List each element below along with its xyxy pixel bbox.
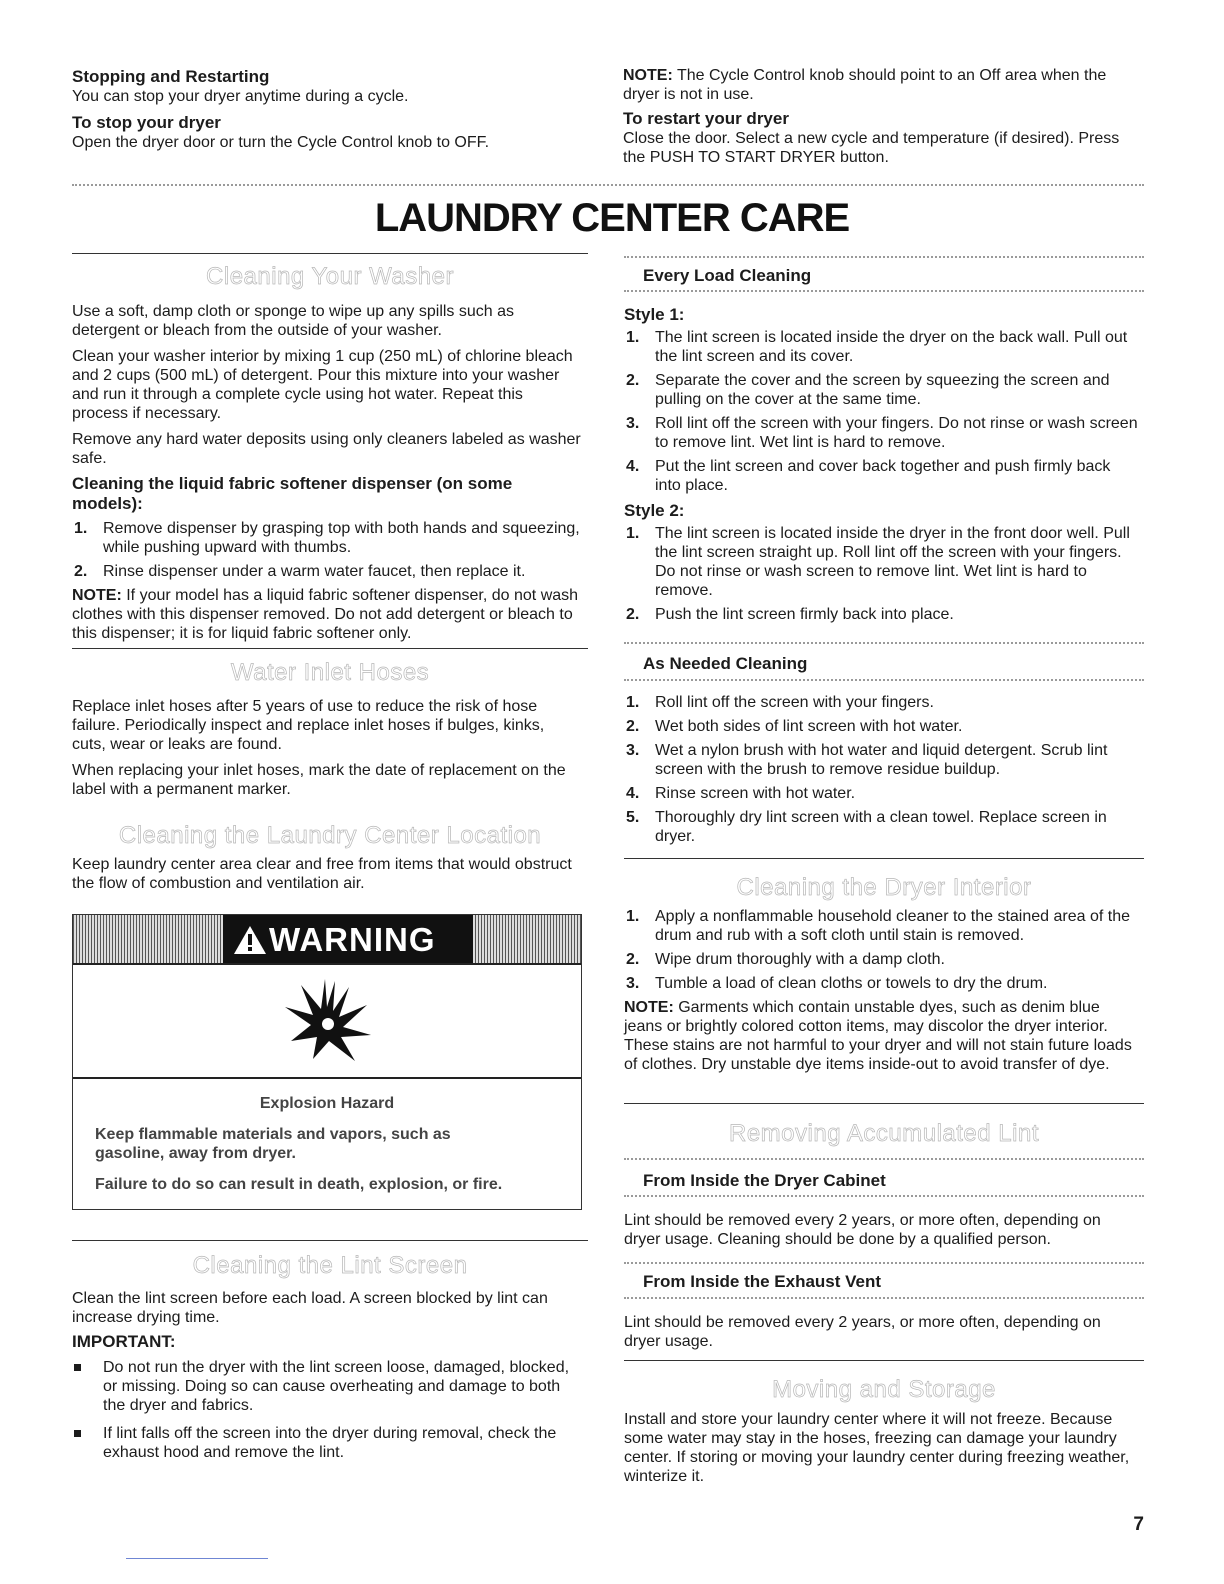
washer-heading: Cleaning Your Washer: [206, 263, 454, 290]
washer-p3: Remove any hard water deposits using only cleaners labeled as washer safe.: [72, 431, 581, 467]
lint-screen-p1: Clean the lint screen before each load. A screen blocked by lint can increase drying time.: [72, 1290, 548, 1326]
softener-note: NOTE: If your model has a liquid fabric softener dispenser, do not wash clothes with this dispenser removed. Do not add detergent or bleach to this dispenser; it is for liquid fabric softener only.: [72, 587, 579, 642]
list-item: 2. Separate the cover and the screen by squeezing the screen and pulling on the cover at the same time.: [626, 372, 1110, 408]
page-title: LAUNDRY CENTER CARE: [374, 196, 850, 240]
as-needed-steps: [624, 693, 1140, 846]
warning-line-2: Failure to do so can result in death, explosion, or fire.: [95, 1176, 503, 1193]
divider: [624, 1360, 1144, 1361]
vent-text: Lint should be removed every 2 years, or more often, depending on dryer usage.: [624, 1314, 1101, 1350]
as-needed-section: [624, 693, 1140, 851]
stop-heading: To stop your dryer: [72, 113, 221, 132]
list-item: If lint falls off the screen into the dryer during removal, check the exhaust hood and remove the lint.: [72, 1424, 584, 1462]
divider: [624, 290, 1144, 292]
list-item: 3. Roll lint off the screen with your fingers. Do not rinse or wash screen to remove lint. Wet lint is hard to remove.: [626, 415, 1138, 451]
important-label: IMPORTANT:: [72, 1332, 176, 1351]
divider: [624, 256, 1144, 258]
softener-steps: [72, 519, 582, 581]
explosion-icon: [283, 977, 373, 1063]
dryer-interior-heading: Cleaning the Dryer Interior: [736, 874, 1032, 901]
warning-label-bg: [223, 915, 473, 963]
footer-rule: [126, 1558, 268, 1559]
list-item: 1. Remove dispenser by grasping top with both hands and squeezing, while pushing upward with thumbs.: [74, 520, 580, 556]
dryer-interior-section: [624, 907, 1140, 1074]
hoses-p1: Replace inlet hoses after 5 years of use to reduce the risk of hose failure. Periodically inspect and replace inlet hoses if bulges, kinks, cuts, wear or leaks are found.: [72, 698, 545, 753]
warning-banner: [73, 915, 581, 965]
washer-section: [72, 302, 582, 643]
warning-line-1: Keep flammable materials and vapors, such as gasoline, away from dryer.: [95, 1126, 451, 1162]
page-number: 7: [1133, 1514, 1144, 1535]
lint-screen-heading: Cleaning the Lint Screen: [192, 1252, 468, 1279]
vent-heading: From Inside the Exhaust Vent: [643, 1272, 882, 1291]
dryer-interior-note: NOTE: Garments which contain unstable dyes, such as denim blue jeans or brightly colored cotton items, may discolor the dryer interior. These stains are not harmful to your dryer and will not stain future loads of clothes. Dry unstable dye items inside-out to avoid transfer of dye.: [624, 999, 1132, 1073]
washer-p2: Clean your washer interior by mixing 1 cup (250 mL) of chlorine bleach and 2 cups (500 mL) of detergent. Pour this mixture into your washer and run it through a complete cycle using hot water. Repeat this process if necessary.: [72, 348, 573, 422]
list-item: Do not run the dryer with the lint screen loose, damaged, blocked, or missing. Doing so can cause overheating and damage to both the dryer and fabrics.: [72, 1358, 584, 1415]
list-item: 2. Rinse dispenser under a warm water faucet, then replace it.: [74, 563, 526, 580]
stopping-text: You can stop your dryer anytime during a cycle.: [72, 88, 409, 105]
divider: [72, 648, 588, 649]
moving-text: Install and store your laundry center where it will not freeze. Because some water may stay in the hoses, freezing can damage your laundry center. If storing or moving your laundry center during freezing weather, winterize it.: [624, 1411, 1130, 1485]
stop-text: Open the dryer door or turn the Cycle Control knob to OFF.: [72, 134, 490, 151]
stopping-heading: Stopping and Restarting: [72, 67, 270, 86]
list-item: 1. The lint screen is located inside the dryer in the front door well. Pull the lint screen straight up. Roll lint off the screen with your fingers. Do not rinse or wash screen to remove lint. Wet lint is hard to remove.: [626, 525, 1130, 599]
divider: [72, 1240, 588, 1241]
restart-section: [623, 66, 1143, 167]
style2-label: Style 2:: [624, 501, 685, 520]
stopping-section: [72, 66, 572, 152]
top-divider: [72, 184, 1144, 186]
warning-divider: [73, 1077, 581, 1079]
list-item: 3. Tumble a load of clean cloths or towels to dry the drum.: [626, 975, 1048, 992]
cabinet-heading: From Inside the Dryer Cabinet: [643, 1171, 886, 1190]
warning-box: [72, 914, 582, 1210]
every-load-heading: Every Load Cleaning: [643, 266, 812, 285]
alert-triangle-icon: [233, 925, 267, 955]
divider: [72, 253, 588, 254]
hoses-section: [72, 697, 582, 799]
divider: [624, 642, 1144, 644]
restart-text: Close the door. Select a new cycle and temperature (if desired). Press the PUSH TO START DRYER button.: [623, 130, 1120, 166]
hoses-heading: Water Inlet Hoses: [230, 659, 430, 686]
moving-heading: Moving and Storage: [772, 1376, 996, 1403]
softener-heading: Cleaning the liquid fabric softener dispenser (on some models):: [72, 474, 513, 513]
list-item: 4. Put the lint screen and cover back together and push firmly back into place.: [626, 458, 1111, 494]
as-needed-heading: As Needed Cleaning: [643, 654, 808, 673]
divider: [624, 1195, 1144, 1197]
divider: [624, 858, 1144, 859]
important-bullets: [72, 1358, 584, 1462]
divider: [624, 1103, 1144, 1104]
cabinet-text: Lint should be removed every 2 years, or more often, depending on dryer usage. Cleaning should be done by a qualified person.: [624, 1212, 1101, 1248]
location-heading: Cleaning the Laundry Center Location: [118, 822, 542, 849]
location-section: [72, 855, 582, 893]
divider: [624, 679, 1144, 681]
style1-label: Style 1:: [624, 305, 685, 324]
list-item: 4. Rinse screen with hot water.: [626, 785, 856, 802]
list-item: 1. The lint screen is located inside the dryer on the back wall. Pull out the lint screen and its cover.: [626, 329, 1128, 365]
cycle-note: NOTE: The Cycle Control knob should point to an Off area when the dryer is not in use.: [623, 67, 1107, 103]
warning-signal-word: WARNING: [269, 921, 436, 958]
list-item: 2. Wipe drum thoroughly with a damp cloth.: [626, 951, 945, 968]
style2-steps: [624, 524, 1140, 624]
list-item: 5. Thoroughly dry lint screen with a clean towel. Replace screen in dryer.: [626, 809, 1107, 845]
style1-steps: [624, 328, 1140, 495]
list-item: 3. Wet a nylon brush with hot water and liquid detergent. Scrub lint screen with the brush to remove residue buildup.: [626, 742, 1108, 778]
hoses-p2: When replacing your inlet hoses, mark the date of replacement on the label with a permanent marker.: [72, 762, 566, 798]
list-item: 2. Wet both sides of lint screen with hot water.: [626, 718, 963, 735]
divider: [624, 1262, 1144, 1264]
dryer-interior-steps: [624, 907, 1140, 993]
location-p1: Keep laundry center area clear and free from items that would obstruct the flow of combustion and ventilation air.: [72, 856, 572, 892]
divider: [624, 1297, 1144, 1299]
washer-p1: Use a soft, damp cloth or sponge to wipe up any spills such as detergent or bleach from the outside of your washer.: [72, 303, 515, 339]
lint-removal-heading: Removing Accumulated Lint: [729, 1120, 1039, 1147]
list-item: 1. Roll lint off the screen with your fingers.: [626, 694, 934, 711]
every-load-section: [624, 304, 1140, 629]
list-item: 1. Apply a nonflammable household cleaner to the stained area of the drum and rub with a soft cloth until stain is removed.: [626, 908, 1130, 944]
divider: [624, 1158, 1144, 1160]
list-item: 2. Push the lint screen firmly back into place.: [626, 606, 954, 623]
restart-heading: To restart your dryer: [623, 109, 789, 128]
lint-screen-section: [72, 1289, 584, 1467]
warning-hazard-title: Explosion Hazard: [259, 1095, 395, 1112]
